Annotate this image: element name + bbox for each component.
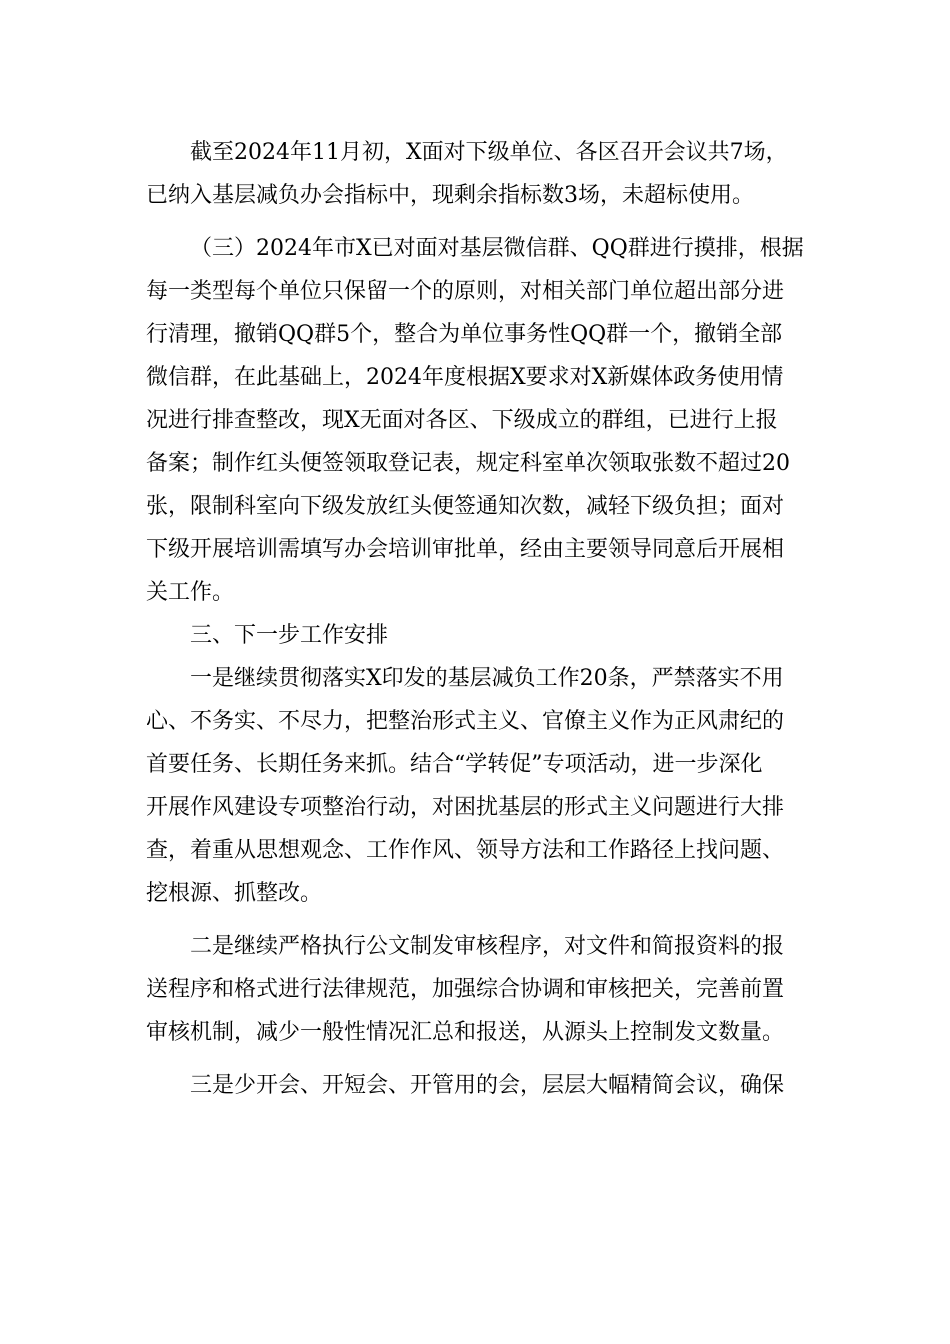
paragraph-line: 微信群，在此基础上，2024年度根据X要求对X新媒体政务使用情 bbox=[146, 365, 784, 390]
paragraph-line: 关工作。 bbox=[146, 580, 235, 605]
paragraph-line: 已纳入基层减负办会指标中，现剩余指标数3场，未超标使用。 bbox=[146, 183, 754, 208]
paragraph-line: 审核机制，减少一般性情况汇总和报送，从源头上控制发文数量。 bbox=[146, 1020, 785, 1045]
section-3-heading-line: （三）2024年市X已对面对基层微信群、QQ群进行摸排，根据 bbox=[190, 236, 804, 261]
paragraph-line: 况进行排查整改，现X无面对各区、下级成立的群组，已进行上报 bbox=[146, 408, 778, 433]
paragraph-line: 每一类型每个单位只保留一个的原则，对相关部门单位超出部分进 bbox=[146, 279, 785, 304]
paragraph-line: 送程序和格式进行法律规范，加强综合协调和审核把关，完善前置 bbox=[146, 977, 785, 1002]
document-body bbox=[146, 131, 806, 1107]
paragraph-line: 一是继续贯彻落实X印发的基层减负工作20条，严禁落实不用 bbox=[190, 666, 784, 691]
section-heading: 三、下一步工作安排 bbox=[190, 623, 389, 648]
paragraph-line: 挖根源、抓整改。 bbox=[146, 881, 323, 906]
paragraph-line: 张，限制科室向下级发放红头便签通知次数，减轻下级负担；面对 bbox=[146, 494, 785, 519]
paragraph-line: 行清理，撤销QQ群5个，整合为单位事务性QQ群一个，撤销全部 bbox=[146, 322, 783, 347]
paragraph-line: 三是少开会、开短会、开管用的会，层层大幅精简会议，确保 bbox=[190, 1073, 785, 1098]
paragraph-line: 心、不务实、不尽力，把整治形式主义、官僚主义作为正风肃纪的 bbox=[146, 709, 785, 734]
paragraph-line: 首要任务、长期任务来抓。结合“学转促”专项活动，进一步深化 bbox=[146, 752, 763, 777]
paragraph-line: 开展作风建设专项整治行动，对困扰基层的形式主义问题进行大排 bbox=[146, 795, 785, 820]
paragraph-line: 二是继续严格执行公文制发审核程序，对文件和简报资料的报 bbox=[190, 934, 785, 959]
paragraph-line: 下级开展培训需填写办会培训审批单，经由主要领导同意后开展相 bbox=[146, 537, 785, 562]
paragraph-line: 截至2024年11月初，X面对下级单位、各区召开会议共7场， bbox=[190, 140, 788, 165]
paragraph-line: 查，着重从思想观念、工作作风、领导方法和工作路径上找问题、 bbox=[146, 838, 785, 863]
paragraph-line: 备案；制作红头便签领取登记表，规定科室单次领取张数不超过20 bbox=[146, 451, 790, 476]
